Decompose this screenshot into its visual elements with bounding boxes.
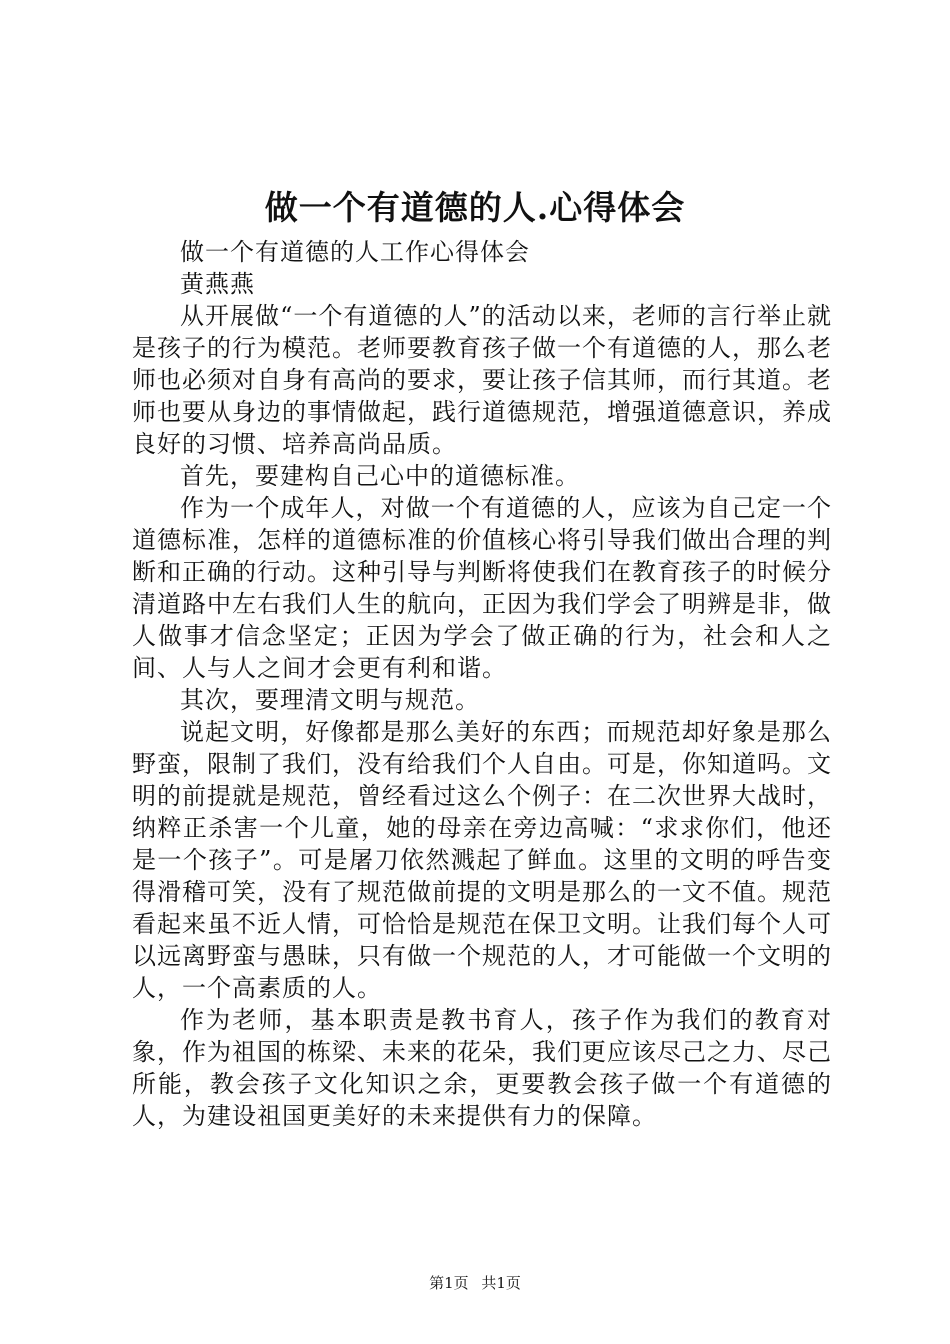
subtitle-paragraph: 做一个有道德的人工作心得体会: [180, 238, 530, 266]
section-heading: 其次，要理清文明与规范。: [180, 686, 480, 714]
page-footer: [0, 1272, 950, 1294]
author-name: 黄燕燕: [180, 270, 255, 298]
page-number: 第1页: [429, 1274, 469, 1292]
section-heading: 首先，要建构自己心中的道德标准。: [180, 462, 580, 490]
page-total: 共1页: [481, 1274, 521, 1292]
document-body: [132, 236, 832, 1132]
body-paragraph: 作为老师，基本职责是教书育人，孩子作为我们的教育对象，作为祖国的栋梁、未来的花朵，我们更应该尽己之力、尽己所能，教会孩子文化知识之余，更要教会孩子做一个有道德的人，为建设祖国更美好的未来提供有力的保障。: [132, 1006, 832, 1130]
body-paragraph: 作为一个成年人，对做一个有道德的人，应该为自己定一个道德标准，怎样的道德标准的价值核心将引导我们做出合理的判断和正确的行动。这种引导与判断将使我们在教育孩子的时候分清道路中左右我们人生的航向，正因为我们学会了明辨是非，做人做事才信念坚定；正因为学会了做正确的行为，社会和人之间、人与人之间才会更有利和谐。: [132, 494, 832, 682]
body-paragraph: 从开展做“一个有道德的人”的活动以来，老师的言行举止就是孩子的行为模范。老师要教育孩子做一个有道德的人，那么老师也必须对自身有高尚的要求，要让孩子信其师，而行其道。老师也要从身边的事情做起，践行道德规范，增强道德意识，养成良好的习惯、培养高尚品质。: [132, 302, 832, 458]
document-title: 做一个有道德的人.心得体会: [264, 188, 686, 227]
body-paragraph: 说起文明，好像都是那么美好的东西；而规范却好象是那么野蛮，限制了我们，没有给我们个人自由。可是，你知道吗。文明的前提就是规范，曾经看过这么个例子：在二次世界大战时，纳粹正杀害一个儿童，她的母亲在旁边高喊：“求求你们，他还是一个孩子”。可是屠刀依然溅起了鲜血。这里的文明的呼告变得滑稽可笑，没有了规范做前提的文明是那么的一文不值。规范看起来虽不近人情，可恰恰是规范在保卫文明。让我们每个人可以远离野蛮与愚昧，只有做一个规范的人，才可能做一个文明的人，一个高素质的人。: [132, 718, 832, 1002]
